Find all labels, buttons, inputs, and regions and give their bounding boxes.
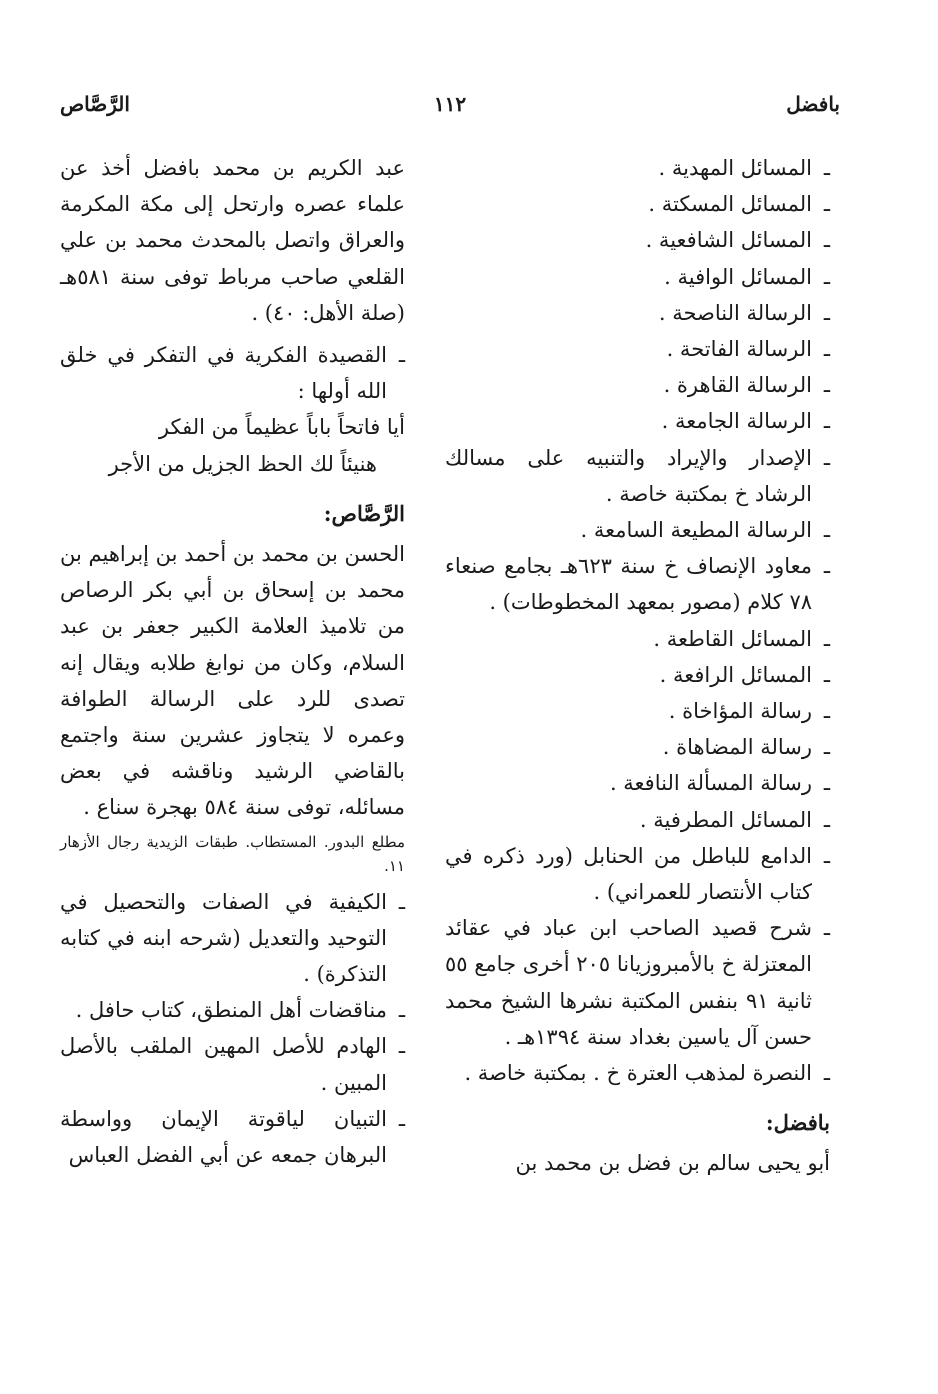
- list-item: ـ شرح قصيد الصاحب ابن عباد في عقائد المعتزلة خ بالأمبروزيانا ٢٠٥ أخرى جامع ٥٥ ثانية ٩١ بنفس المكتبة نشرها الشيخ محمد حسن آل ياسين بغداد سنة ١٣٩٤هـ .: [445, 916, 830, 1049]
- list-item: ـ التبيان لياقوتة الإيمان وواسطة البرهان جمعه عن أبي الفضل العباس: [60, 1106, 405, 1168]
- list-item: ـ الكيفية في الصفات والتحصيل في التوحيد والتعديل (شرحه ابنه في كتابه التذكرة) .: [60, 889, 405, 987]
- section-heading-rassas: الرَّصَّاص:: [323, 500, 405, 526]
- list-item: ـ المسائل الوافية .: [664, 264, 830, 289]
- poem-verse-1: أيا فاتحاً باباً عظيماً من الفكر: [158, 415, 405, 440]
- list-item: ـ المسائل الرافعة .: [659, 662, 830, 687]
- left-column: [60, 150, 405, 1173]
- list-item: ـ المسائل الشافعية .: [645, 228, 830, 253]
- list-item: ـ الرسالة الناصحة .: [658, 300, 830, 325]
- poem-verse-2: هنيئاً لك الحظ الجزيل من الأجر: [108, 451, 377, 476]
- list-item: ـ رسالة المؤاخاة .: [668, 699, 830, 724]
- list-item: ـ رسالة المسألة النافعة .: [609, 771, 830, 796]
- list-item: ـ الرسالة المطيعة السامعة .: [580, 518, 830, 543]
- list-item: ـ الدامع للباطل من الحنابل (ورد ذكره في كتاب الأنتصار للعمراني) .: [445, 843, 830, 905]
- list-item: ـ النصرة لمذهب العترة خ . بمكتبة خاصة .: [464, 1061, 830, 1086]
- list-item: ـ المسائل المهدية .: [658, 156, 830, 180]
- footnote: مطلع البدور. المستطاب. طبقات الزيدية رجال الأزهار ١١.: [60, 832, 405, 875]
- list-item: ـ رسالة المضاهاة .: [662, 735, 830, 760]
- list-item: ـ المسائل المسكتة .: [648, 192, 830, 217]
- section-heading-bafadl: بافضل:: [765, 1110, 830, 1136]
- list-item: ـ الرسالة الفاتحة .: [666, 337, 830, 362]
- header-right-title: بافضل: [786, 92, 840, 116]
- list-item: ـ الرسالة القاهرة .: [663, 373, 830, 398]
- bio-paragraph: الحسن بن محمد بن أحمد بن إبراهيم بن محمد بن إسحاق بن أبي بكر الرصاص من تلاميذ العلامة الكبير جعفر بن عبد السلام، وكان من نوابغ طلابه ويقال إنه تصدى للرد على الرسالة الطوافة وعمره لا يتجاوز عشرين سنة واجتمع بالقاضي الرشيد وناقشه في بعض مسائله، توفى سنة ٥٨٤ بهجرة سناع .: [60, 542, 405, 820]
- list-item: ـ معاود الإنصاف خ سنة ٦٢٣هـ بجامع صنعاء ٧٨ كلام (مصور بمعهد المخطوطات) .: [445, 554, 830, 615]
- list-item: ـ الإصدار والإيراد والتنبيه على مسالك الرشاد خ بمكتبة خاصة .: [445, 445, 830, 506]
- intro-paragraph: عبد الكريم بن محمد بافضل أخذ عن علماء عصره وارتحل إلى مكة المكرمة والعراق واتصل بالمحدث محمد بن علي القلعي صاحب مرباط توفى سنة ٥٨١هـ (صلة الأهل: ٤٠) .: [60, 156, 405, 325]
- list-item: ـ القصيدة الفكرية في التفكر في خلق الله أولها :: [60, 343, 405, 404]
- list-item: ـ الهادم للأصل المهين الملقب بالأصل المبين .: [60, 1034, 405, 1095]
- list-item: ـ الرسالة الجامعة .: [661, 409, 830, 434]
- header-left-title: الرَّصَّاص: [60, 92, 130, 116]
- list-item: ـ المسائل القاطعة .: [653, 626, 830, 651]
- section-text: أبو يحيى سالم بن فضل بن محمد بن: [515, 1151, 830, 1176]
- page-header: [60, 92, 840, 126]
- list-item: ـ المسائل المطرفية .: [639, 807, 830, 832]
- right-column: [445, 150, 830, 1182]
- page-number: ١١٢: [433, 92, 467, 116]
- list-item: ـ مناقضات أهل المنطق، كتاب حافل .: [75, 998, 405, 1023]
